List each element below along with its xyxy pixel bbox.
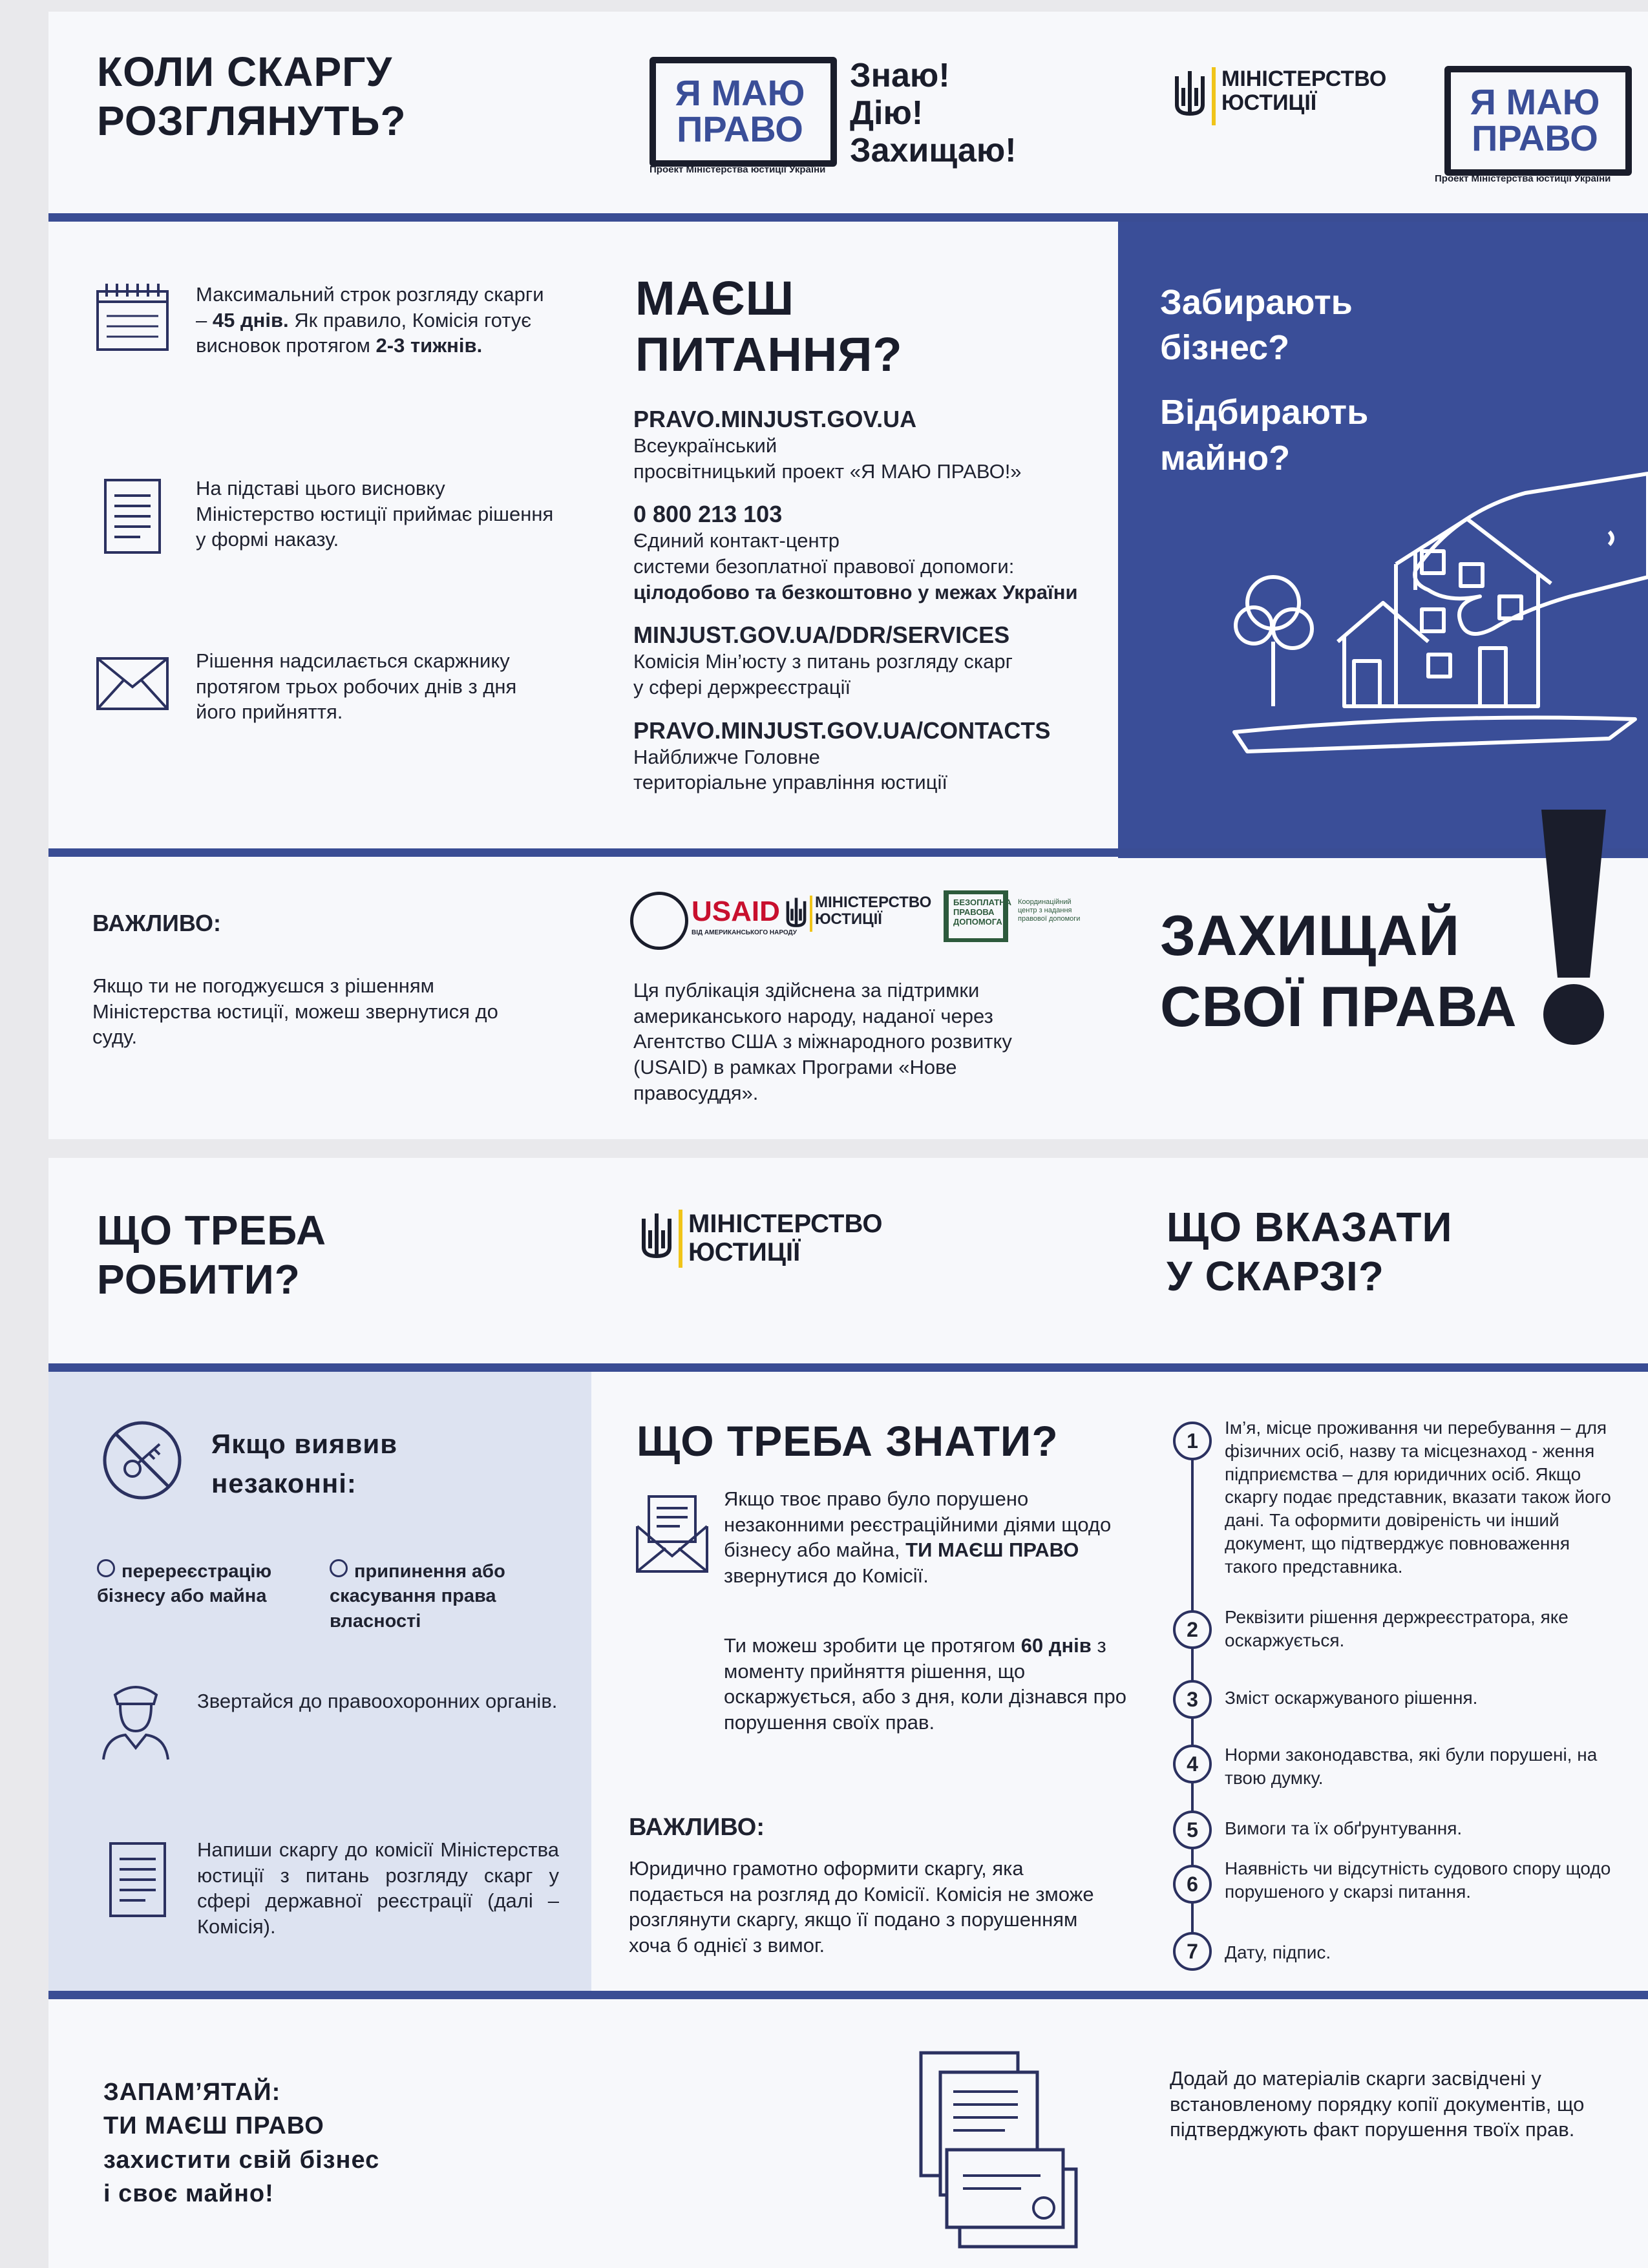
- important-title: ВАЖЛИВО:: [92, 910, 221, 936]
- step-text: Реквізити рішення держреєстратора, яке оскаржується.: [1225, 1607, 1569, 1650]
- logo-line: ПРАВО: [1472, 118, 1598, 158]
- contact-line: системи безоплатної правової допомоги:: [633, 555, 1015, 578]
- contact-line: Комісія Мін’юсту з питань розгляду скарг: [633, 650, 1013, 673]
- house-hand-icon: [1221, 435, 1648, 784]
- ministry-line: МІНІСТЕРСТВО: [1221, 67, 1387, 91]
- have-questions-title: [635, 270, 903, 383]
- radio-icon: [97, 1559, 115, 1577]
- title-line: РОЗГЛЯНУТЬ?: [97, 97, 407, 144]
- step-number: 2: [1173, 1610, 1212, 1649]
- slogan-line: Знаю!: [850, 57, 950, 94]
- step-text: Ім’я, місце проживання чи перебування – для фізичних осіб, назву та місцезнаход - ження підприємства – для юридичних осіб. Якщо скаргу подає представник, вказати також його дані. Та оформити довіреність чи інший документ, що підтверджує повноваження такого представника.: [1225, 1418, 1611, 1577]
- remember-line: ЗАПАМ’ЯТАЙ:: [103, 2079, 281, 2106]
- ministry-divider: [1212, 67, 1216, 125]
- add-documents-text: Додай до матеріалів скарги засвідчені у встановленому порядку копії документів, що підтверджують факт порушення твоїх прав.: [1170, 2067, 1585, 2141]
- logo-line: Я МАЮ: [1470, 81, 1600, 122]
- contact-line: просвітницький проект «Я МАЮ ПРАВО!»: [633, 459, 1022, 483]
- contact-link[interactable]: PRAVO.MINJUST.GOV.UA/CONTACTS: [633, 717, 1051, 744]
- sponsor-text: Ця публікація здійснена за підтримки американського народу, наданої через Агентство США з міжнародного розвитку (USAID) в рамках Програми «Нове правосуддя».: [633, 979, 1012, 1104]
- usaid-seal: [630, 892, 688, 950]
- bpd-line: БЕЗОПЛАТНА: [953, 898, 1012, 907]
- contact-line: Найближче Головне: [633, 745, 820, 768]
- step-number: 1: [1173, 1422, 1212, 1460]
- heading-line: незаконні:: [211, 1467, 357, 1498]
- step-number: 7: [1173, 1932, 1212, 1971]
- actions-panel: [48, 1372, 591, 1991]
- title-line: У СКАРЗІ?: [1167, 1252, 1384, 1299]
- title-line: ЩО ТРЕБА: [97, 1207, 327, 1254]
- panel-line: бізнес?: [1160, 328, 1290, 368]
- contact-phone: [633, 501, 1150, 605]
- step-text: Дату, підпис.: [1225, 1942, 1331, 1962]
- text: Ти можеш зробити це протягом: [724, 1634, 1021, 1657]
- bpd-line: ПРАВОВА: [953, 907, 995, 917]
- logo-caption: Проект Міністерства юстиції України: [1435, 173, 1611, 184]
- contact-line: у сфері держреєстрації: [633, 676, 851, 699]
- police-text: Звертайся до правоохоронних органів.: [197, 1690, 558, 1712]
- timeline-step-1: [196, 282, 558, 359]
- deadline-paragraph: [724, 1633, 1128, 1736]
- timeline-step-2: На підставі цього висновку Міністерство юстиції приймає рішення у формі наказу.: [196, 477, 554, 551]
- step-number: 3: [1173, 1680, 1212, 1719]
- contact-line: територіальне управління юстиції: [633, 771, 947, 794]
- title-line: ЗАХИЩАЙ: [1160, 903, 1461, 967]
- usaid-subtitle: ВІД АМЕРИКАНСЬКОГО НАРОДУ: [692, 929, 798, 936]
- title-line: РОБИТИ?: [97, 1255, 301, 1303]
- heading-line: Якщо виявив: [211, 1429, 398, 1459]
- header-divider: [48, 213, 1648, 222]
- step-text: Вимоги та їх обґрунтування.: [1225, 1818, 1463, 1838]
- trident-icon: [1173, 68, 1207, 120]
- ministry-line: МІНІСТЕРСТВО: [815, 894, 932, 911]
- contact-services: [633, 622, 1150, 700]
- bold-text: 60 днів: [1020, 1634, 1092, 1657]
- contact-line: Єдиний контакт-центр: [633, 529, 840, 552]
- exclamation-dot: [1543, 984, 1604, 1045]
- bottom-divider: [48, 1991, 1648, 1999]
- ministry-divider: [679, 1210, 682, 1268]
- option-text: перереєстрацію бізнесу або майна: [97, 1561, 272, 1607]
- what-to-know-title: ЩО ТРЕБА ЗНАТИ?: [637, 1417, 1059, 1465]
- text: Максимальний строк розгляду скарги –: [196, 283, 544, 331]
- contact-line: цілодобово та безкоштовно у межах України: [633, 580, 1078, 604]
- when-review-title: [97, 48, 407, 145]
- contact-link[interactable]: MINJUST.GOV.UA/DDR/SERVICES: [633, 622, 1010, 649]
- envelope-icon: [94, 655, 171, 713]
- panel-line: Забирають: [1160, 283, 1353, 322]
- ministry-name: [688, 1210, 882, 1266]
- text: з моменту прийняття рішення, що оскаржується, або з дня, коли дізнався про порушення своїх прав.: [724, 1634, 1126, 1734]
- contact-site: [633, 406, 1150, 484]
- step-text: Наявність чи відсутність судового спору щодо порушеного у скарзі питання.: [1225, 1858, 1611, 1902]
- ministry-name: [1221, 67, 1386, 116]
- important-text: Юридично грамотно оформити скаргу, яка подається на розгляд до Комісії. Комісія не зможе розглянути скаргу, якщо її подано з порушенням хоча б однієї з вимог.: [629, 1857, 1094, 1957]
- important-text: Якщо ти не погоджуєшся з рішенням Міністерства юстиції, можеш звернутися до суду.: [92, 974, 498, 1049]
- radio-icon: [330, 1559, 348, 1577]
- contact-offices: [633, 717, 1150, 795]
- ministry-name-small: [815, 894, 931, 929]
- what-to-specify-title: [1167, 1203, 1453, 1301]
- bold-text: 2-3 тижнів.: [375, 334, 483, 357]
- option-text: припинення або скасування права власності: [330, 1561, 505, 1632]
- logo-line: Я МАЮ: [675, 72, 805, 113]
- slogan: [850, 57, 1017, 170]
- rights-paragraph: [724, 1486, 1128, 1589]
- title-line: МАЄШ: [635, 271, 795, 325]
- exclamation-mark: [1541, 810, 1606, 978]
- police-officer-icon: [97, 1675, 174, 1763]
- title-line: КОЛИ СКАРГУ: [97, 48, 393, 95]
- header-divider: [48, 1363, 1648, 1372]
- what-to-do-title: [97, 1206, 326, 1304]
- slogan-line: Захищаю!: [850, 132, 1017, 170]
- middle-divider: [48, 848, 1648, 857]
- bold-text: ТИ МАЄШ ПРАВО: [905, 1538, 1079, 1562]
- bpd-sub-line: центр з надання: [1018, 907, 1072, 915]
- timeline-step-3: Рішення надсилається скаржнику протягом трьох робочих днів з дня його прийняття.: [196, 649, 517, 724]
- found-illegal-heading: [211, 1425, 397, 1504]
- no-keys-icon: [100, 1418, 184, 1502]
- bottom-leaflet-sheet: [48, 1158, 1648, 2268]
- slogan-line: Дію!: [850, 94, 924, 132]
- ministry-line: ЮСТИЦІЇ: [815, 910, 882, 929]
- panel-line: Відбирають: [1160, 393, 1369, 432]
- ministry-line: ЮСТИЦІЇ: [1221, 90, 1317, 116]
- bpd-subtitle: [1018, 898, 1080, 924]
- write-complaint-text: Напиши скаргу до комісії Міністерства юстиції з питань розгляду скарг у сфері державної реєстрації (далі – Комісія).: [197, 1838, 559, 1938]
- contact-link[interactable]: 0 800 213 103: [633, 501, 783, 528]
- bpd-sub-line: правової допомоги: [1018, 915, 1081, 923]
- ministry-line: МІНІСТЕРСТВО: [688, 1210, 883, 1238]
- ministry-line: ЮСТИЦІЇ: [688, 1238, 801, 1266]
- usaid-logo-text: USAID: [692, 896, 780, 927]
- panel-line: майно?: [1160, 438, 1291, 478]
- remember-line: захистити свій бізнес: [103, 2146, 380, 2174]
- document-icon: [101, 474, 166, 558]
- title-line: СВОЇ ПРАВА: [1160, 974, 1517, 1038]
- bpd-sub-line: Координаційний: [1018, 898, 1072, 906]
- remember-block: [103, 2075, 379, 2211]
- contacts-list: [633, 406, 1150, 795]
- contact-line: Всеукраїнський: [633, 434, 777, 457]
- remember-line: і своє майно!: [103, 2180, 274, 2208]
- text: Якщо твоє право було порушено незаконними реєстраційними діями щодо бізнесу або майна,: [724, 1487, 1112, 1562]
- top-leaflet-sheet: [48, 12, 1648, 1139]
- option-termination: [330, 1559, 569, 1633]
- step-number: 5: [1173, 1811, 1212, 1849]
- text: звернутися до Комісії.: [724, 1564, 929, 1588]
- title-line: ЩО ВКАЗАТИ: [1167, 1204, 1453, 1250]
- bpd-line: ДОПОМОГА: [953, 916, 1002, 927]
- option-re-registration: [97, 1559, 326, 1609]
- bold-text: 45 днів.: [212, 308, 289, 331]
- letter-envelope-icon: [633, 1494, 711, 1575]
- contact-link[interactable]: PRAVO.MINJUST.GOV.UA: [633, 406, 917, 432]
- protect-rights-title: [1160, 900, 1517, 1042]
- logo-text: [1454, 81, 1616, 158]
- remember-line: ТИ МАЄШ ПРАВО: [103, 2112, 324, 2140]
- ministry-divider: [810, 896, 812, 932]
- calendar-icon: [94, 280, 171, 354]
- text: Як правило, Комісія готує висновок протягом: [196, 308, 532, 357]
- logo-caption: Проект Міністерства юстиції України: [650, 164, 826, 175]
- title-line: ПИТАННЯ?: [635, 328, 903, 382]
- step-text: Зміст оскаржуваного рішення.: [1225, 1688, 1478, 1708]
- step-number: 4: [1173, 1745, 1212, 1783]
- logo-text: [659, 72, 821, 149]
- step-text: Норми законодавства, які були порушені, на твою думку.: [1225, 1745, 1598, 1788]
- bpd-logo-text: [953, 898, 1011, 927]
- complaint-document-icon: [107, 1837, 171, 1921]
- important-title: ВАЖЛИВО:: [629, 1814, 765, 1841]
- documents-stack-icon: [914, 2046, 1089, 2253]
- blue-panel: [1118, 222, 1648, 858]
- trident-icon: [640, 1211, 673, 1263]
- logo-line: ПРАВО: [677, 109, 803, 149]
- step-number: 6: [1173, 1865, 1212, 1904]
- trident-icon: [785, 896, 807, 930]
